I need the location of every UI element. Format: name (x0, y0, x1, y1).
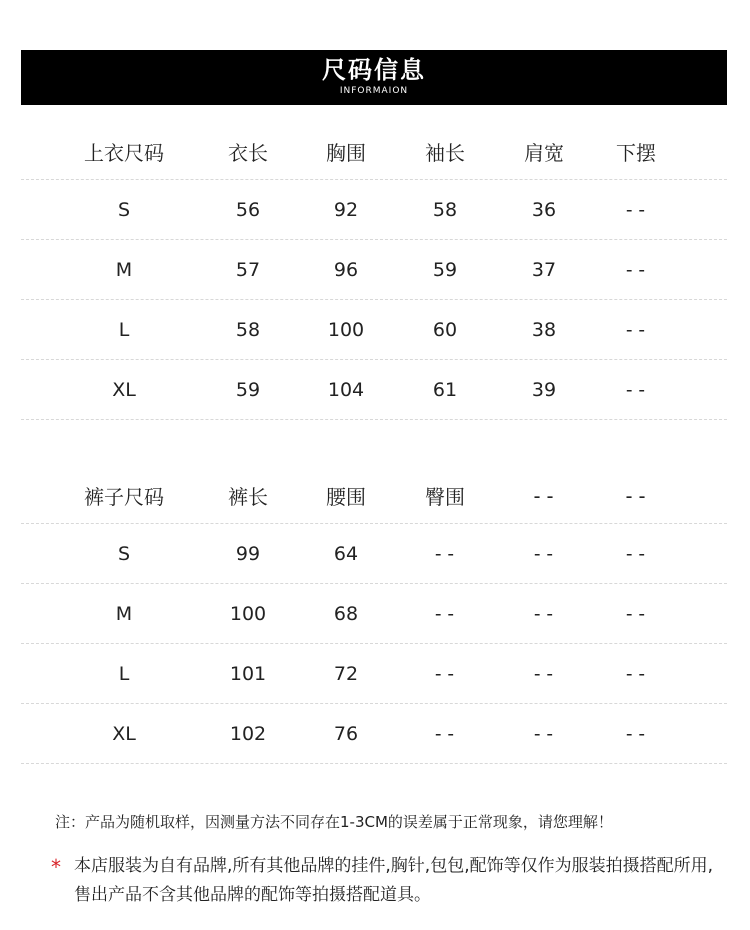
banner-subtitle: INFORMAION (339, 86, 409, 96)
pants-cell: -- (531, 663, 557, 685)
title-banner (21, 50, 727, 105)
top-header-cell: 下摆 (616, 141, 656, 165)
pants-cell: 99 (235, 543, 261, 565)
top-cell: 96 (333, 259, 359, 281)
top-cell: 59 (432, 259, 458, 281)
pants-cell: L (118, 663, 130, 685)
pants-header-cell: -- (622, 483, 650, 508)
top-cell: 92 (333, 199, 359, 221)
disclaimer-text: 本店服装为自有品牌,所有其他品牌的挂件,胸针,包包,配饰等仅作为服装拍摄搭配所用,售出产品不含其他品牌的配饰等拍摄搭配道具。 (74, 856, 714, 905)
pants-cell: 102 (229, 723, 267, 745)
top-cell: 61 (432, 379, 458, 401)
top-cell: -- (623, 199, 649, 221)
pants-header-cell: 裤长 (228, 485, 268, 509)
table-row (21, 644, 727, 704)
top-cell: S (117, 199, 131, 221)
pants-cell: -- (623, 663, 649, 685)
top-cell: -- (623, 379, 649, 401)
pants-cell: -- (432, 723, 458, 745)
pants-cell: -- (432, 543, 458, 565)
top-cell: 57 (235, 259, 261, 281)
pants-cell: 101 (229, 663, 267, 685)
pants-cell: 100 (229, 603, 267, 625)
pants-header-cell: 腰围 (326, 485, 366, 509)
top-cell: 39 (531, 379, 557, 401)
pants-header-cell: -- (530, 483, 558, 508)
pants-header-cell: 臀围 (425, 485, 465, 509)
table-row (21, 584, 727, 644)
top-header-cell: 肩宽 (524, 141, 564, 165)
pants-cell: -- (623, 543, 649, 565)
pants-cell: -- (623, 723, 649, 745)
top-cell: 36 (531, 199, 557, 221)
top-cell: 38 (531, 319, 557, 341)
pants-header-cell: 裤子尺码 (84, 485, 164, 509)
pants-cell: -- (432, 663, 458, 685)
top-header-row (21, 123, 727, 180)
table-row (21, 300, 727, 360)
top-cell: M (115, 259, 133, 281)
top-cell: 104 (327, 379, 365, 401)
table-row (21, 240, 727, 300)
pants-cell: 72 (333, 663, 359, 685)
pants-cell: -- (531, 603, 557, 625)
top-cell: 60 (432, 319, 458, 341)
top-cell: 100 (327, 319, 365, 341)
asterisk-icon: * (51, 855, 61, 879)
top-header-cell: 上衣尺码 (84, 141, 164, 165)
measurement-note: 注：产品为随机取样，因测量方法不同存在1-3CM的误差属于正常现象，请您理解！ (55, 813, 613, 831)
pants-size-table (21, 467, 727, 764)
pants-cell: S (117, 543, 131, 565)
table-row (21, 704, 727, 764)
pants-cell: 64 (333, 543, 359, 565)
top-header-cell: 袖长 (425, 141, 465, 165)
top-header-cell: 胸围 (326, 141, 366, 165)
pants-cell: 68 (333, 603, 359, 625)
top-cell: -- (623, 259, 649, 281)
top-cell: 58 (432, 199, 458, 221)
pants-cell: M (115, 603, 133, 625)
pants-cell: -- (531, 543, 557, 565)
pants-cell: 76 (333, 723, 359, 745)
top-header-cell: 衣长 (228, 141, 268, 165)
top-cell: XL (112, 379, 136, 401)
top-cell: 59 (235, 379, 261, 401)
top-cell: 56 (235, 199, 261, 221)
banner-title: 尺码信息 (322, 56, 426, 84)
pants-cell: -- (432, 603, 458, 625)
top-size-table (21, 123, 727, 420)
table-row (21, 360, 727, 420)
pants-cell: -- (531, 723, 557, 745)
pants-cell: -- (623, 603, 649, 625)
pants-header-row (21, 467, 727, 524)
table-row (21, 524, 727, 584)
top-cell: 58 (235, 319, 261, 341)
top-cell: -- (623, 319, 649, 341)
top-cell: L (118, 319, 130, 341)
top-cell: 37 (531, 259, 557, 281)
pants-cell: XL (112, 723, 136, 745)
table-row (21, 180, 727, 240)
